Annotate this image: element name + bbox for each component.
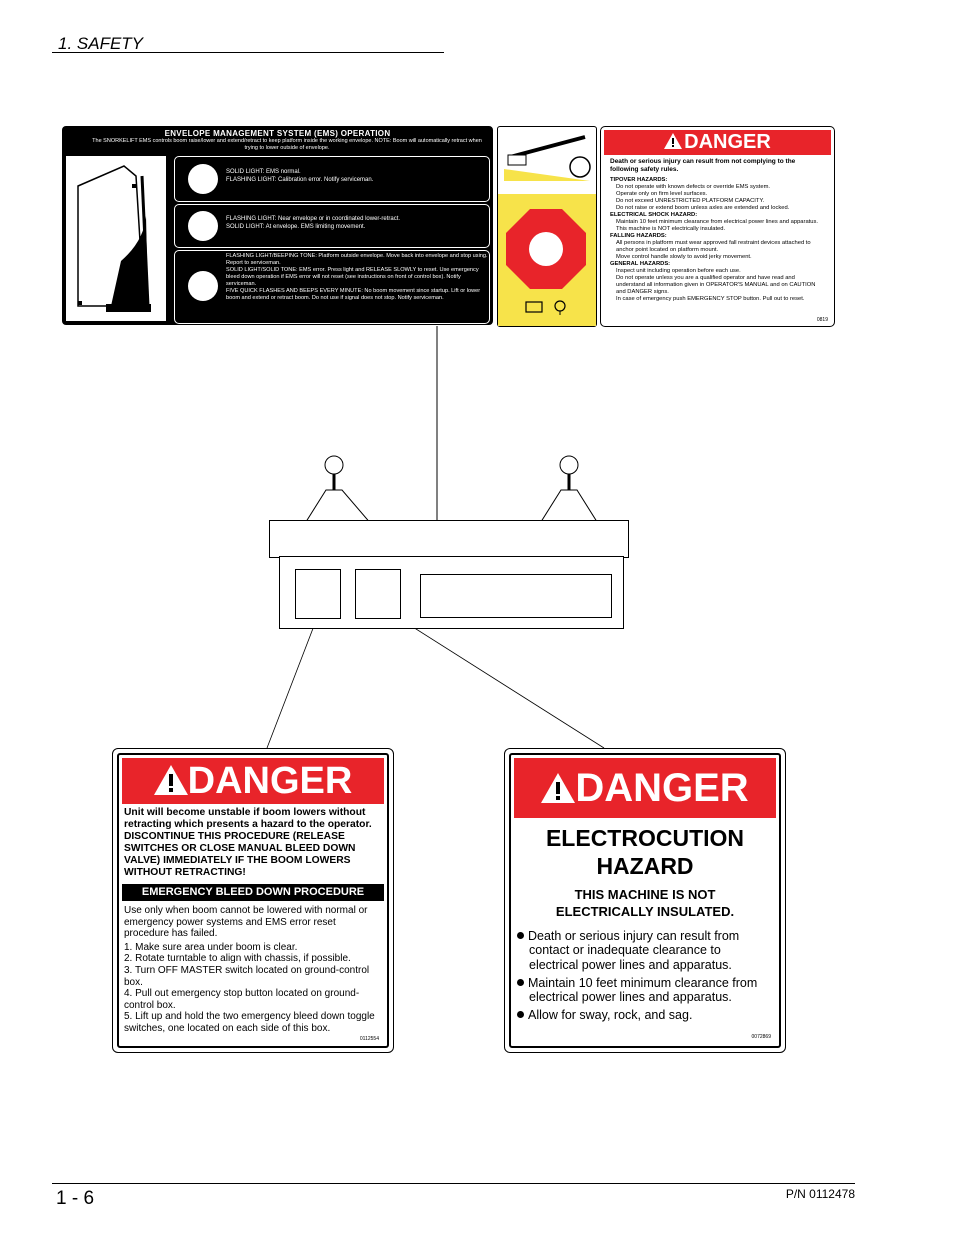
warning-triangle-icon (154, 765, 188, 795)
decal-code: 0819 (816, 317, 828, 323)
procedure-step: 3. Turn OFF MASTER switch located on ground-control box. (124, 964, 370, 988)
falling-rule: All persons in platform must wear approved fall restraint devices attached to anchor point located on platform mount. (616, 240, 811, 253)
procedure-step: 2. Rotate turntable to align with chassis, if possible. (124, 953, 351, 965)
ems-row3-line1: FLASHING LIGHT/BEEPING TONE: Platform outside envelope. Move back into envelope and stop using. Report to serviceman. (226, 253, 488, 266)
safety-intro: Death or serious injury can result from not complying to the following safety rules. (610, 158, 796, 173)
ems-subtitle: The SNORKELIFT EMS controls boom raise/lower and extend/retract to keep platform inside the working envelope. NOTE: Boom will automatically retract when trying to lower outside of envelope. (92, 138, 482, 151)
bullet-item: Maintain 10 feet minimum clearance from electrical power lines and apparatus. (517, 976, 773, 1005)
control-console-top (269, 520, 629, 558)
bleed-down-danger-decal (112, 748, 394, 1053)
section-title: 1. SAFETY (58, 34, 144, 53)
procedure-title: EMERGENCY BLEED DOWN PROCEDURE (122, 884, 384, 901)
bullet-icon (517, 1011, 524, 1018)
bleed-down-warning: Unit will become unstable if boom lowers without retracting which presents a hazard to the operator. DISCONTINUE THIS PROCEDURE (RELEASE SWITCHES OR CLOSE MANUAL BLEED DOWN VALVE) IMMEDIATELY IF THE BOOM LOWERS WITHOUT RETRACTING! (124, 807, 372, 878)
not-insulated-line1: THIS MACHINE IS NOT (574, 887, 716, 902)
footer-rule (52, 1183, 855, 1184)
danger-word: DANGER (187, 760, 353, 802)
procedure-step: 5. Lift up and hold the two emergency bleed down toggle switches, one located on each side of this box. (124, 1011, 375, 1034)
falling-rule: Move control handle slowly to avoid jerky movement. (616, 254, 752, 260)
hazard-title: HAZARD (596, 853, 694, 879)
ems-row3-line2: SOLID LIGHT/SOLID TONE: EMS error. Press light and RELEASE SLOWLY to reset. Use emergency bleed down operation if EMS error will not reset (see instructions on front of control box). Notify serviceman. (226, 267, 479, 287)
decal-slot-left (295, 569, 341, 619)
part-number: P/N 0112478 (785, 1187, 855, 1201)
general-rule: In case of emergency push EMERGENCY STOP button. Pull out to reset. (616, 296, 805, 302)
tipover-rule: Do not raise or extend boom unless axles are extended and locked. (616, 205, 790, 211)
electrical-title: ELECTRICAL SHOCK HAZARD: (610, 212, 698, 218)
general-rule: Inspect unit including operation before each use. (616, 268, 741, 274)
decal-slot-right (420, 574, 612, 618)
procedure-step: 1. Make sure area under boom is clear. (124, 941, 298, 953)
tipover-rule: Do not operate with known defects or override EMS system. (616, 184, 771, 190)
warning-triangle-icon (541, 773, 575, 803)
ems-row2-line2: SOLID LIGHT: At envelope. EMS limiting movement. (226, 224, 366, 230)
ems-title: ENVELOPE MANAGEMENT SYSTEM (EMS) OPERATION (164, 129, 391, 138)
bullet-icon (517, 979, 524, 986)
page-number: 1 - 6 (56, 1188, 95, 1209)
joystick-left-icon (300, 455, 384, 525)
tipover-rule: Do not exceed UNRESTRICTED PLATFORM CAPACITY. (616, 198, 765, 204)
danger-word: DANGER (575, 766, 749, 810)
control-console-box (279, 556, 624, 629)
electrocution-title: ELECTROCUTION (545, 825, 745, 851)
bullet-icon (517, 932, 524, 939)
tipover-title: TIPOVER HAZARDS: (610, 177, 668, 183)
ems-row2-line1: FLASHING LIGHT: Near envelope or in coordinated lower-retract. (226, 216, 401, 222)
procedure-step: 4. Pull out emergency stop button located on ground-control box. (124, 988, 360, 1011)
not-insulated-line2: ELECTRICALLY INSULATED. (555, 904, 735, 919)
ems-row1-line1: SOLID LIGHT: EMS normal. (226, 169, 301, 175)
danger-header (122, 758, 384, 804)
ems-row3-line3: FIVE QUICK FLASHES AND BEEPS EVERY MINUTE: No boom movement since startup. Lift or lower boom and extend or retract boom. Do not use if signal does not stop. Notify serviceman. (226, 288, 481, 301)
procedure-intro: Use only when boom cannot be lowered with normal or emergency power systems and EMS error reset procedure has failed. (124, 905, 368, 940)
bullet-item: Death or serious injury can result from contact or inadequate clearance to electrical power lines and apparatus. (517, 929, 773, 972)
joystick-right-icon (533, 455, 617, 525)
electrocution-danger-decal (504, 748, 786, 1053)
electrical-rule: Maintain 10 feet minimum clearance from electrical power lines and apparatus. This machine is NOT electrically insulated. (616, 219, 819, 232)
decal-code: 0072869 (751, 1034, 771, 1040)
ems-row1-line2: FLASHING LIGHT: Calibration error. Notify serviceman. (226, 177, 374, 183)
falling-title: FALLING HAZARDS: (610, 233, 667, 239)
general-rule: Do not operate unless you are a qualified operator and have read and understand all information given in OPERATOR'S MANUAL and on CAUTION and DANGER signs. (616, 275, 816, 295)
decal-slot-middle (355, 569, 401, 619)
bullet-item: Allow for sway, rock, and sag. (517, 1008, 773, 1022)
tipover-rule: Operate only on firm level surfaces. (616, 191, 708, 197)
general-title: GENERAL HAZARDS: (610, 261, 671, 267)
danger-header (514, 758, 776, 818)
danger-word: DANGER (684, 131, 771, 153)
decal-code: 0112554 (359, 1036, 379, 1042)
